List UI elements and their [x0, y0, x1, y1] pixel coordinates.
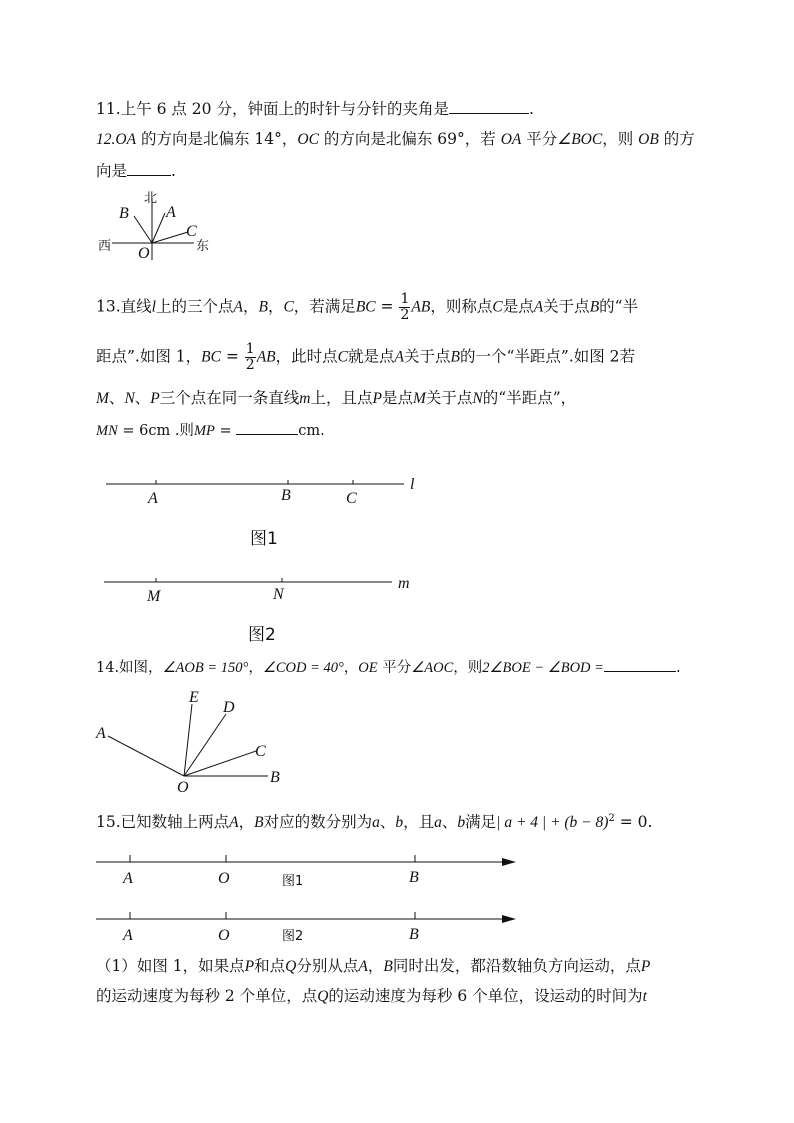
label-east: 东 — [196, 239, 210, 254]
q13-t: 关于点 — [543, 297, 590, 316]
ray-oc — [184, 751, 256, 776]
q13-t: 是点 — [381, 389, 413, 407]
q13-t: 关于点 — [425, 389, 473, 407]
arrow-head — [502, 915, 516, 923]
question-12-line2 — [96, 159, 176, 182]
label-west: 西 — [98, 239, 112, 254]
label-c: C — [346, 490, 357, 507]
q13-t: 三个点在同一条直线 — [159, 389, 300, 407]
q13-t: ，则称点 — [430, 297, 493, 316]
q12-t: 的方 — [658, 130, 695, 148]
question-14 — [96, 655, 681, 679]
q13-t: MP — [193, 423, 215, 439]
q13-t: = — [375, 297, 399, 316]
q13-t: = — [220, 347, 244, 366]
question-13-line1 — [96, 292, 638, 323]
label-c: C — [255, 743, 266, 760]
q15-t: a — [434, 814, 442, 832]
q13-t: M — [412, 390, 426, 407]
q12-t: OC — [297, 131, 319, 148]
answer-blank[interactable] — [449, 97, 529, 114]
question-15 — [96, 808, 652, 834]
q15-t: 的运动速度为每秒 2 个单位，点 — [96, 987, 318, 1005]
q13-t: A — [533, 298, 544, 316]
q12-t: OB — [638, 131, 659, 148]
q15-t: P — [640, 958, 651, 975]
label-a: A — [96, 725, 106, 742]
figure-2-line-m — [100, 568, 440, 608]
q15-t: A — [358, 958, 368, 975]
question-15-part1-line2 — [96, 985, 647, 1008]
q13-t: 13.直线 — [96, 297, 152, 316]
q15-t: ，且 — [403, 813, 435, 832]
q13-t: M — [96, 390, 109, 407]
q13-t: ， — [242, 297, 259, 316]
q13-t: C — [337, 348, 349, 366]
q13-t: 的一个“半距点”.如图 2若 — [459, 347, 636, 366]
q13-t: C — [283, 298, 294, 316]
q13-t: 关于点 — [404, 347, 451, 366]
q12-t: ∠BOC — [557, 131, 603, 148]
q15-t: 15.已知数轴上两点 — [96, 813, 230, 832]
label-line-m: m — [398, 575, 410, 592]
label-n: N — [273, 586, 284, 603]
q15-t: | a + 4 | + (b − 8) — [496, 814, 609, 832]
figure-2-caption: 图2 — [248, 625, 276, 645]
label-d: D — [223, 699, 235, 716]
figure-1-caption: 图1 — [250, 529, 278, 549]
number-line-figure-1 — [92, 850, 532, 890]
q13-t: 上，且点 — [310, 389, 373, 407]
q12-num: 12. — [96, 131, 116, 148]
q15-t: Q — [317, 988, 329, 1005]
q13-t: A — [394, 348, 404, 366]
q14-t: 2∠BOE − ∠BOD = — [482, 660, 604, 676]
q13-t: BC — [201, 348, 221, 366]
number-line-figure-2 — [92, 907, 532, 947]
label-north: 北 — [144, 191, 158, 206]
answer-blank[interactable] — [604, 655, 676, 672]
question-11 — [96, 97, 534, 120]
q13-t: N — [124, 390, 135, 407]
q14-t: ， — [248, 660, 263, 676]
q13-t: P — [372, 390, 382, 407]
label-a: A — [123, 870, 133, 887]
ray-oa — [152, 213, 165, 243]
q13-t: B — [450, 348, 460, 366]
q12-t: OA — [115, 131, 137, 148]
q13-t: N — [472, 390, 483, 407]
question-15-part1-line1 — [96, 955, 650, 978]
ray-oc — [152, 232, 188, 243]
q15-t: a — [372, 814, 380, 832]
q13-t: ，若满足 — [293, 297, 356, 316]
q13-t: = 6cm .则 — [117, 423, 194, 439]
q15-t: 分别从点 — [296, 957, 359, 975]
question-13-line2 — [96, 342, 635, 373]
q13-t: 、 — [108, 389, 125, 407]
label-e: E — [189, 689, 199, 706]
q15-t: 同时出发，都沿数轴负方向运动，点 — [392, 957, 641, 975]
q11-end: . — [528, 100, 534, 118]
q11-text: 11.上午 6 点 20 分，钟面上的时针与分针的夹角是 — [96, 100, 449, 118]
q15-t: Q — [285, 958, 297, 975]
ray-oa — [108, 736, 184, 776]
q13-t: 是点 — [502, 297, 534, 316]
label-b: B — [281, 487, 291, 504]
q12-end: . — [171, 162, 176, 180]
q13-t: cm. — [298, 423, 325, 439]
q15-t: 对应的数分别为 — [263, 813, 373, 832]
caption: 图1 — [282, 874, 304, 889]
label-l: l — [410, 476, 415, 493]
q13-t: 距点”.如图 1， — [96, 347, 202, 366]
q14-end: . — [675, 660, 681, 676]
q15-t: P — [244, 958, 255, 975]
q15-t: A — [229, 814, 239, 832]
q15-t: 、 — [379, 813, 396, 832]
question-13-line3 — [96, 387, 576, 410]
arrow-head — [502, 858, 516, 866]
q13-t: BC — [355, 298, 376, 316]
frac-den: 2 — [245, 357, 255, 373]
q14-t: 14.如图， — [96, 660, 163, 676]
label-b: B — [409, 926, 419, 943]
caption: 图2 — [282, 929, 304, 944]
q15-t: （1）如图 1，如果点 — [96, 957, 245, 975]
q13-t: P — [150, 390, 160, 407]
frac-den: 2 — [400, 307, 410, 323]
ray-ob — [134, 216, 152, 243]
label-a: A — [166, 204, 176, 221]
figure-1-line-l — [100, 470, 440, 510]
q13-t: 、 — [134, 389, 151, 407]
answer-blank[interactable] — [127, 159, 171, 176]
q13-t: AB — [256, 348, 276, 366]
q13-t: = — [214, 423, 237, 439]
q13-t: C — [492, 298, 503, 316]
q13-t: AB — [411, 298, 431, 316]
q14-t: ， — [343, 660, 359, 676]
q15-t: ， — [238, 813, 255, 832]
q15-t: b — [457, 814, 466, 832]
label-a: A — [123, 927, 133, 944]
q15-t: ， — [367, 957, 384, 975]
q13-t: B — [258, 298, 268, 316]
q15-t: B — [254, 814, 264, 832]
q14-t: ∠AOB = 150° — [162, 660, 249, 676]
q13-t: MN — [96, 423, 118, 439]
q14-t: OE — [358, 660, 378, 676]
fraction-half — [399, 292, 410, 323]
label-o: O — [218, 927, 230, 944]
answer-blank[interactable] — [236, 418, 298, 435]
compass-figure — [92, 188, 222, 268]
q15-t: b — [395, 814, 404, 832]
label-o: O — [138, 245, 150, 262]
q14-t: 平分 — [377, 660, 412, 676]
q12-t: 向是 — [96, 162, 128, 180]
q12-t: 平分 — [521, 130, 558, 148]
exponent: 2 — [608, 813, 615, 824]
label-b: B — [409, 869, 419, 886]
q13-t: l — [151, 298, 156, 316]
q15-t: = 0. — [614, 813, 653, 832]
q13-t: 上的三个点 — [155, 297, 234, 316]
q12-t: OA — [500, 131, 522, 148]
q14-t: ∠AOC — [411, 660, 454, 676]
frac-num: 1 — [245, 341, 255, 357]
q14-t: ，则 — [453, 660, 483, 676]
label-a: A — [148, 490, 158, 507]
q12-t: 的方向是北偏东 69°，若 — [318, 130, 501, 148]
q12-t: ，则 — [602, 130, 639, 148]
label-o: O — [218, 870, 230, 887]
q13-t: ， — [267, 297, 284, 316]
q15-t: 的运动速度为每秒 6 个单位，设运动的时间为 — [328, 987, 643, 1005]
q15-t: t — [642, 988, 647, 1005]
q13-t: ，此时点 — [275, 347, 338, 366]
q13-t: A — [233, 298, 243, 316]
label-m: M — [147, 588, 161, 605]
q13-t: 的“半 — [599, 297, 639, 316]
q12-t: 的方向是北偏东 14°， — [136, 130, 298, 148]
q13-t: 就是点 — [348, 347, 395, 366]
label-o: O — [177, 779, 189, 796]
q13-t: B — [589, 298, 600, 316]
q15-t: 、 — [441, 813, 458, 832]
q13-t: 的“半距点”， — [482, 389, 577, 407]
angle-figure — [92, 688, 292, 798]
q13-t: m — [299, 390, 311, 407]
q15-t: B — [383, 958, 393, 975]
label-b: B — [119, 205, 129, 222]
label-b: B — [270, 769, 280, 786]
question-12-line1 — [96, 128, 695, 151]
label-c: C — [186, 223, 197, 240]
frac-num: 1 — [400, 291, 410, 307]
q15-t: 满足 — [465, 813, 497, 832]
q15-t: 和点 — [254, 957, 286, 975]
q14-t: ∠COD = 40° — [262, 660, 344, 676]
fraction-half — [245, 342, 256, 373]
question-13-line4 — [96, 418, 325, 442]
